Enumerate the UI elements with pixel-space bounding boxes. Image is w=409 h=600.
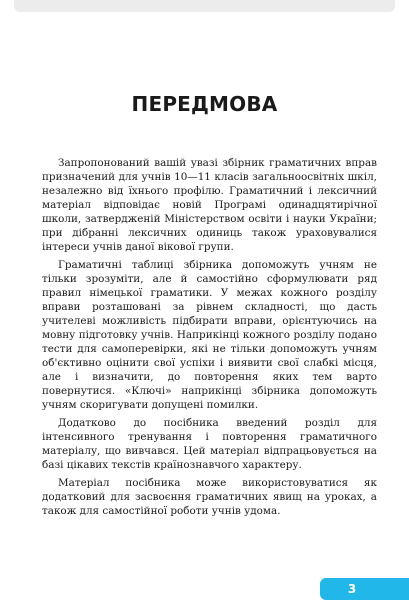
top-header-band xyxy=(14,0,395,12)
paragraph-4: Матеріал посібника може використовуватися як додатковий для засвоєння граматичних явищ на уроках, а також для самостійної роботи учнів удома. xyxy=(42,477,377,517)
paragraph-3: Додатково до посібника введений розділ для інтенсивного тренування і повторення граматичного матеріалу, що вивчався. Цей матеріал відпрацьовується на базі цікавих текстів країнознавчого характеру. xyxy=(42,417,377,471)
page-number-tab xyxy=(320,578,409,600)
preface-body xyxy=(42,156,377,522)
paragraph-2: Граматичні таблиці збірника допоможуть учням не тільки зрозуміти, але й самостійно сформулювати ряд правил німецької граматики. У межах кожного розділу вправи розташовані за рівнем складності, що дасть учителеві можливість підбирати вправи, орієнтуючись на мовну підготовку учнів. Наприкінці кожного розділу подано тести для самоперевірки, які не тільки допоможуть учням об'єктивно оцінити свої успіхи і виявити свої слабкі місця, але і визначити, до повторення яких тем варто повернутися. «Ключі» наприкінці збірника допоможуть учням скоригувати допущені помилки. xyxy=(42,259,377,411)
paragraph-1: Запропонований вашій увазі збірник граматичних вправ призначений для учнів 10—11 класів загальноосвітніх шкіл, незалежно від їхнього профілю. Граматичний і лексичний матеріал відповідає новій Програмі одинадцятирічної школи, затвердженій Міністерством освіти і науки України; при дібранні лексичних одиниць також ураховувалися інтереси учнів даної вікової групи. xyxy=(42,157,377,253)
page-title: ПЕРЕДМОВА xyxy=(131,92,278,116)
page-number: 3 xyxy=(347,582,357,596)
